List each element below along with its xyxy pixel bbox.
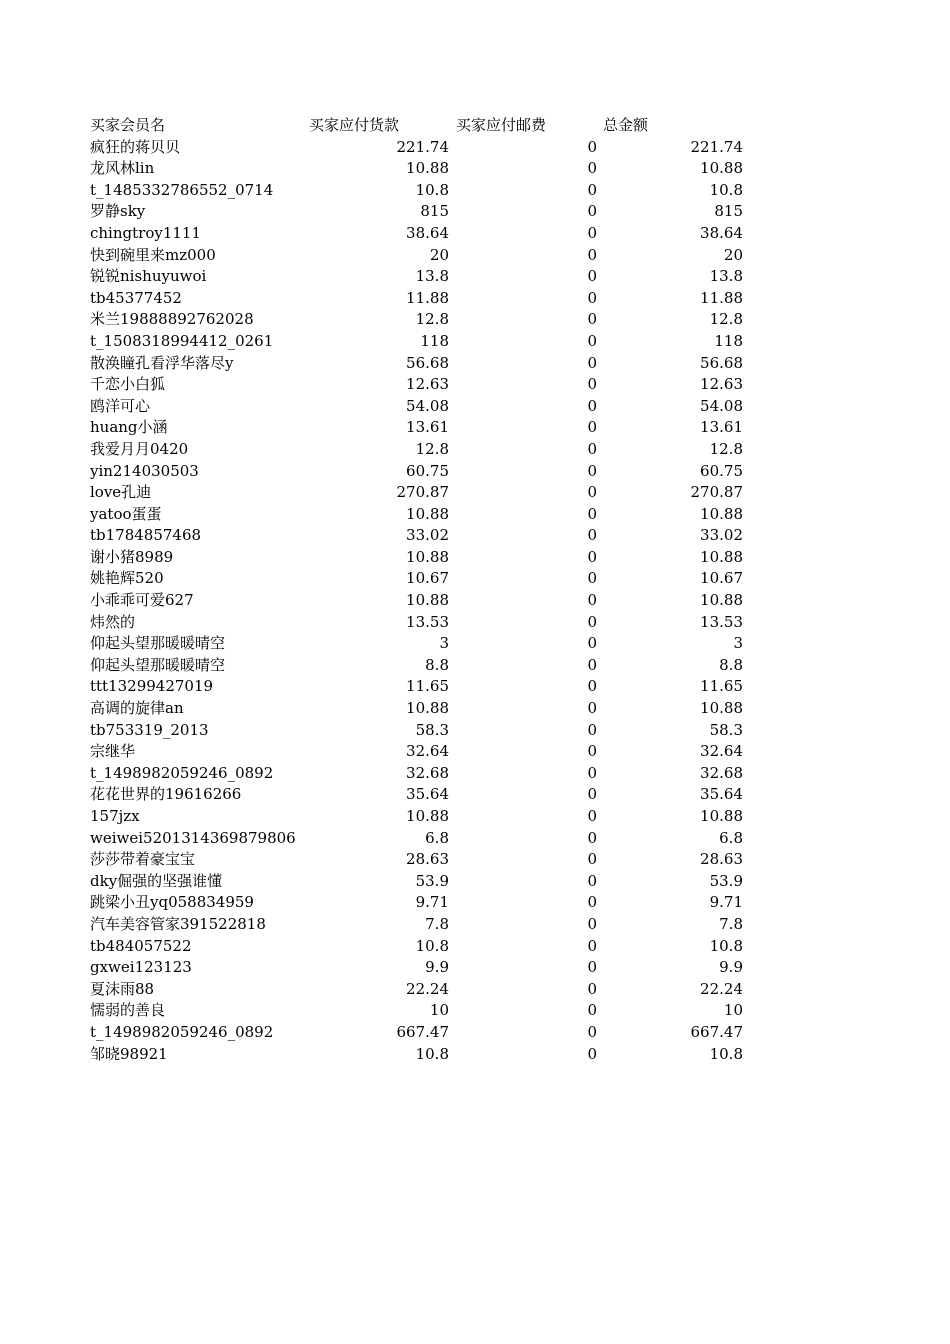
- table-row: [90, 957, 750, 979]
- cell-goods-amount: 56.68: [406, 353, 449, 372]
- cell-goods-amount: 6.8: [425, 828, 449, 847]
- cell-shipping-fee: 0: [587, 807, 597, 825]
- table-row: [90, 245, 750, 267]
- cell-total-amount: 56.68: [700, 353, 743, 372]
- cell-shipping-fee: 0: [587, 288, 597, 307]
- cell-total-amount: 10.88: [700, 547, 743, 566]
- table-row: [90, 374, 750, 396]
- cell-total-amount: 667.47: [690, 1022, 743, 1041]
- cell-goods-amount: 32.68: [406, 763, 449, 782]
- cell-goods-amount: 815: [420, 202, 449, 221]
- cell-total-amount: 10.88: [700, 504, 743, 523]
- cell-goods-amount: 33.02: [406, 526, 449, 545]
- cell-goods-amount: 9.9: [425, 958, 449, 977]
- cell-shipping-fee: 0: [587, 634, 597, 653]
- cell-shipping-fee: 0: [587, 699, 597, 718]
- cell-buyer-name: huang小涵: [90, 418, 168, 437]
- header-buyer-name: 买家会员名: [90, 116, 166, 134]
- cell-total-amount: 54.08: [700, 396, 743, 415]
- cell-buyer-name: 我爱月月0420: [90, 439, 189, 458]
- cell-total-amount: 10.67: [700, 569, 743, 588]
- cell-goods-amount: 11.65: [406, 677, 449, 696]
- cell-buyer-name: 疯狂的蒋贝贝: [90, 137, 181, 156]
- cell-buyer-name: tb45377452: [90, 288, 182, 307]
- cell-buyer-name: 仰起头望那暖暖晴空: [90, 634, 226, 653]
- cell-buyer-name: weiwei5201314369879806: [90, 828, 296, 847]
- table-row: [90, 288, 750, 310]
- table-row: [90, 763, 750, 785]
- cell-shipping-fee: 0: [587, 742, 597, 761]
- cell-total-amount: 10.88: [700, 699, 743, 718]
- cell-total-amount: 20: [723, 245, 743, 264]
- cell-goods-amount: 12.63: [406, 375, 449, 394]
- cell-goods-amount: 28.63: [406, 850, 449, 869]
- cell-buyer-name: ttt13299427019: [90, 677, 214, 696]
- table-row: [90, 201, 750, 223]
- cell-buyer-name: 仰起头望那暖暖晴空: [90, 655, 226, 674]
- table-row: [90, 914, 750, 936]
- cell-buyer-name: 炜然的: [90, 612, 136, 631]
- cell-goods-amount: 221.74: [396, 137, 449, 156]
- table-row: [90, 568, 750, 590]
- spreadsheet-table: [90, 115, 750, 1065]
- cell-total-amount: 118: [714, 331, 743, 350]
- cell-total-amount: 32.64: [700, 742, 743, 761]
- cell-total-amount: 7.8: [719, 914, 743, 933]
- cell-shipping-fee: 0: [587, 245, 597, 264]
- cell-shipping-fee: 0: [587, 591, 597, 610]
- table-row: [90, 504, 750, 526]
- cell-goods-amount: 10.67: [406, 569, 449, 588]
- table-row: [90, 1022, 750, 1044]
- cell-buyer-name: 花花世界的19616266: [90, 785, 242, 804]
- cell-goods-amount: 12.8: [415, 310, 449, 329]
- table-row: [90, 1000, 750, 1022]
- table-row: [90, 655, 750, 677]
- cell-buyer-name: 千恋小白狐: [90, 375, 166, 394]
- cell-shipping-fee: 0: [587, 483, 597, 502]
- cell-shipping-fee: 0: [587, 958, 597, 977]
- cell-total-amount: 9.71: [709, 893, 743, 912]
- cell-total-amount: 32.68: [700, 763, 743, 782]
- cell-goods-amount: 58.3: [415, 720, 449, 739]
- table-row: [90, 331, 750, 353]
- cell-total-amount: 8.8: [719, 655, 743, 674]
- table-row: [90, 828, 750, 850]
- cell-goods-amount: 7.8: [425, 914, 449, 933]
- cell-shipping-fee: 0: [587, 720, 597, 739]
- table-row: [90, 871, 750, 893]
- table-row: [90, 720, 750, 742]
- cell-shipping-fee: 0: [587, 655, 597, 674]
- cell-shipping-fee: 0: [587, 936, 597, 955]
- cell-total-amount: 12.8: [709, 439, 743, 458]
- table-row: [90, 633, 750, 655]
- cell-goods-amount: 10.88: [406, 699, 449, 718]
- cell-total-amount: 13.8: [709, 267, 743, 286]
- cell-shipping-fee: 0: [587, 137, 597, 156]
- cell-goods-amount: 10.8: [415, 936, 449, 955]
- cell-total-amount: 33.02: [700, 526, 743, 545]
- cell-goods-amount: 38.64: [406, 223, 449, 242]
- cell-shipping-fee: 0: [587, 461, 597, 480]
- cell-total-amount: 270.87: [690, 483, 743, 502]
- table-row: [90, 439, 750, 461]
- table-body: [90, 137, 750, 1066]
- cell-buyer-name: 罗静sky: [90, 202, 146, 221]
- cell-goods-amount: 10.88: [406, 547, 449, 566]
- cell-total-amount: 28.63: [700, 850, 743, 869]
- cell-buyer-name: dky倔强的坚强谁懂: [90, 871, 223, 890]
- table-row: [90, 784, 750, 806]
- cell-buyer-name: 鸥洋可心: [90, 396, 151, 415]
- cell-buyer-name: tb1784857468: [90, 526, 202, 545]
- cell-shipping-fee: 0: [587, 547, 597, 566]
- table-row: [90, 180, 750, 202]
- cell-buyer-name: yatoo蛋蛋: [90, 504, 162, 523]
- cell-shipping-fee: 0: [587, 267, 597, 286]
- cell-buyer-name: 锐锐nishuyuwoi: [90, 267, 207, 286]
- header-row: [90, 115, 750, 137]
- cell-goods-amount: 13.8: [415, 267, 449, 286]
- cell-buyer-name: 龙风林lin: [90, 159, 155, 178]
- cell-goods-amount: 13.61: [406, 418, 449, 437]
- cell-buyer-name: t_1498982059246_0892: [90, 763, 274, 782]
- table-row: [90, 979, 750, 1001]
- cell-total-amount: 10.88: [700, 591, 743, 610]
- cell-total-amount: 12.63: [700, 375, 743, 394]
- cell-shipping-fee: 0: [587, 914, 597, 933]
- table-row: [90, 137, 750, 159]
- cell-goods-amount: 10.8: [415, 1044, 449, 1063]
- cell-goods-amount: 9.71: [415, 893, 449, 912]
- cell-buyer-name: tb484057522: [90, 936, 192, 955]
- cell-goods-amount: 53.9: [415, 871, 449, 890]
- cell-buyer-name: 邹晓98921: [90, 1044, 168, 1063]
- cell-buyer-name: 汽车美容管家391522818: [90, 914, 266, 933]
- cell-buyer-name: 莎莎带着豪宝宝: [90, 850, 196, 869]
- cell-goods-amount: 3: [439, 634, 449, 653]
- cell-total-amount: 10: [723, 1001, 743, 1020]
- cell-shipping-fee: 0: [587, 526, 597, 545]
- cell-shipping-fee: 0: [587, 180, 597, 199]
- cell-shipping-fee: 0: [587, 1044, 597, 1063]
- cell-total-amount: 60.75: [700, 461, 743, 480]
- cell-shipping-fee: 0: [587, 310, 597, 329]
- table-row: [90, 223, 750, 245]
- cell-goods-amount: 32.64: [406, 742, 449, 761]
- table-row: [90, 612, 750, 634]
- cell-shipping-fee: 0: [587, 850, 597, 869]
- cell-buyer-name: t_1508318994412_0261: [90, 331, 274, 350]
- cell-total-amount: 35.64: [700, 785, 743, 804]
- cell-total-amount: 9.9: [719, 958, 743, 977]
- cell-total-amount: 10.88: [700, 807, 743, 825]
- cell-shipping-fee: 0: [587, 396, 597, 415]
- cell-buyer-name: 小乖乖可爱627: [90, 591, 194, 610]
- cell-shipping-fee: 0: [587, 893, 597, 912]
- cell-goods-amount: 11.88: [406, 288, 449, 307]
- cell-shipping-fee: 0: [587, 871, 597, 890]
- table-row: [90, 741, 750, 763]
- cell-goods-amount: 10: [429, 1001, 449, 1020]
- cell-total-amount: 38.64: [700, 223, 743, 242]
- cell-goods-amount: 10.88: [406, 159, 449, 178]
- cell-total-amount: 12.8: [709, 310, 743, 329]
- cell-buyer-name: t_1485332786552_0714: [90, 180, 274, 199]
- cell-buyer-name: t_1498982059246_0892: [90, 1022, 274, 1041]
- cell-buyer-name: 谢小猪8989: [90, 547, 174, 566]
- cell-goods-amount: 22.24: [406, 979, 449, 998]
- table-row: [90, 547, 750, 569]
- cell-total-amount: 58.3: [709, 720, 743, 739]
- cell-shipping-fee: 0: [587, 1022, 597, 1041]
- cell-buyer-name: 157jzx: [90, 807, 140, 825]
- cell-buyer-name: gxwei123123: [90, 958, 192, 977]
- cell-goods-amount: 667.47: [396, 1022, 449, 1041]
- table-row: [90, 892, 750, 914]
- cell-total-amount: 22.24: [700, 979, 743, 998]
- cell-shipping-fee: 0: [587, 223, 597, 242]
- cell-total-amount: 6.8: [719, 828, 743, 847]
- table-row: [90, 309, 750, 331]
- cell-shipping-fee: 0: [587, 677, 597, 696]
- cell-goods-amount: 60.75: [406, 461, 449, 480]
- cell-goods-amount: 8.8: [425, 655, 449, 674]
- table-row: [90, 266, 750, 288]
- table-row: [90, 353, 750, 375]
- table-row: [90, 676, 750, 698]
- cell-buyer-name: 快到碗里来mz000: [90, 245, 216, 264]
- cell-goods-amount: 10.88: [406, 807, 449, 825]
- cell-total-amount: 13.53: [700, 612, 743, 631]
- cell-shipping-fee: 0: [587, 1001, 597, 1020]
- table-row: [90, 396, 750, 418]
- header-goods-amount: 买家应付货款: [309, 116, 400, 134]
- cell-total-amount: 10.88: [700, 159, 743, 178]
- cell-buyer-name: love孔迪: [90, 483, 152, 502]
- cell-total-amount: 10.8: [709, 180, 743, 199]
- table-row: [90, 698, 750, 720]
- cell-goods-amount: 35.64: [406, 785, 449, 804]
- header-shipping-fee: 买家应付邮费: [456, 116, 547, 134]
- cell-buyer-name: 懦弱的善良: [90, 1001, 166, 1020]
- cell-shipping-fee: 0: [587, 331, 597, 350]
- cell-buyer-name: chingtroy1111: [90, 223, 201, 242]
- table-row: [90, 158, 750, 180]
- table-row: [90, 525, 750, 547]
- cell-goods-amount: 10.88: [406, 504, 449, 523]
- cell-shipping-fee: 0: [587, 612, 597, 631]
- cell-goods-amount: 54.08: [406, 396, 449, 415]
- cell-goods-amount: 270.87: [396, 483, 449, 502]
- table-row: [90, 849, 750, 871]
- table-row: [90, 1044, 750, 1066]
- cell-total-amount: 815: [714, 202, 743, 221]
- cell-shipping-fee: 0: [587, 159, 597, 178]
- cell-total-amount: 10.8: [709, 936, 743, 955]
- cell-total-amount: 3: [733, 634, 743, 653]
- cell-buyer-name: 散涣瞳孔看浮华落尽y: [90, 353, 234, 372]
- cell-shipping-fee: 0: [587, 979, 597, 998]
- cell-shipping-fee: 0: [587, 439, 597, 458]
- cell-total-amount: 53.9: [709, 871, 743, 890]
- cell-goods-amount: 13.53: [406, 612, 449, 631]
- cell-shipping-fee: 0: [587, 353, 597, 372]
- cell-total-amount: 11.88: [700, 288, 743, 307]
- cell-buyer-name: 高调的旋律an: [90, 699, 184, 718]
- cell-shipping-fee: 0: [587, 418, 597, 437]
- cell-shipping-fee: 0: [587, 569, 597, 588]
- cell-buyer-name: 宗继华: [90, 742, 136, 761]
- table-row: [90, 482, 750, 504]
- cell-shipping-fee: 0: [587, 763, 597, 782]
- cell-total-amount: 11.65: [700, 677, 743, 696]
- cell-buyer-name: 米兰19888892762028: [90, 310, 254, 329]
- cell-shipping-fee: 0: [587, 504, 597, 523]
- cell-goods-amount: 10.8: [415, 180, 449, 199]
- cell-shipping-fee: 0: [587, 828, 597, 847]
- header-total-amount: 总金额: [603, 116, 649, 134]
- cell-goods-amount: 118: [420, 331, 449, 350]
- cell-buyer-name: 姚艳辉520: [90, 569, 164, 588]
- cell-buyer-name: tb753319_2013: [90, 720, 209, 739]
- cell-shipping-fee: 0: [587, 375, 597, 394]
- cell-buyer-name: 跳梁小丑yq058834959: [90, 893, 254, 912]
- cell-total-amount: 10.8: [709, 1044, 743, 1063]
- cell-shipping-fee: 0: [587, 202, 597, 221]
- cell-total-amount: 13.61: [700, 418, 743, 437]
- cell-buyer-name: yin214030503: [90, 461, 199, 480]
- table-row: [90, 806, 750, 828]
- cell-buyer-name: 夏沫雨88: [90, 979, 155, 998]
- cell-total-amount: 221.74: [690, 137, 743, 156]
- table-row: [90, 936, 750, 958]
- cell-goods-amount: 12.8: [415, 439, 449, 458]
- cell-goods-amount: 10.88: [406, 591, 449, 610]
- table-row: [90, 417, 750, 439]
- cell-goods-amount: 20: [429, 245, 449, 264]
- cell-shipping-fee: 0: [587, 785, 597, 804]
- table-row: [90, 461, 750, 483]
- table-row: [90, 590, 750, 612]
